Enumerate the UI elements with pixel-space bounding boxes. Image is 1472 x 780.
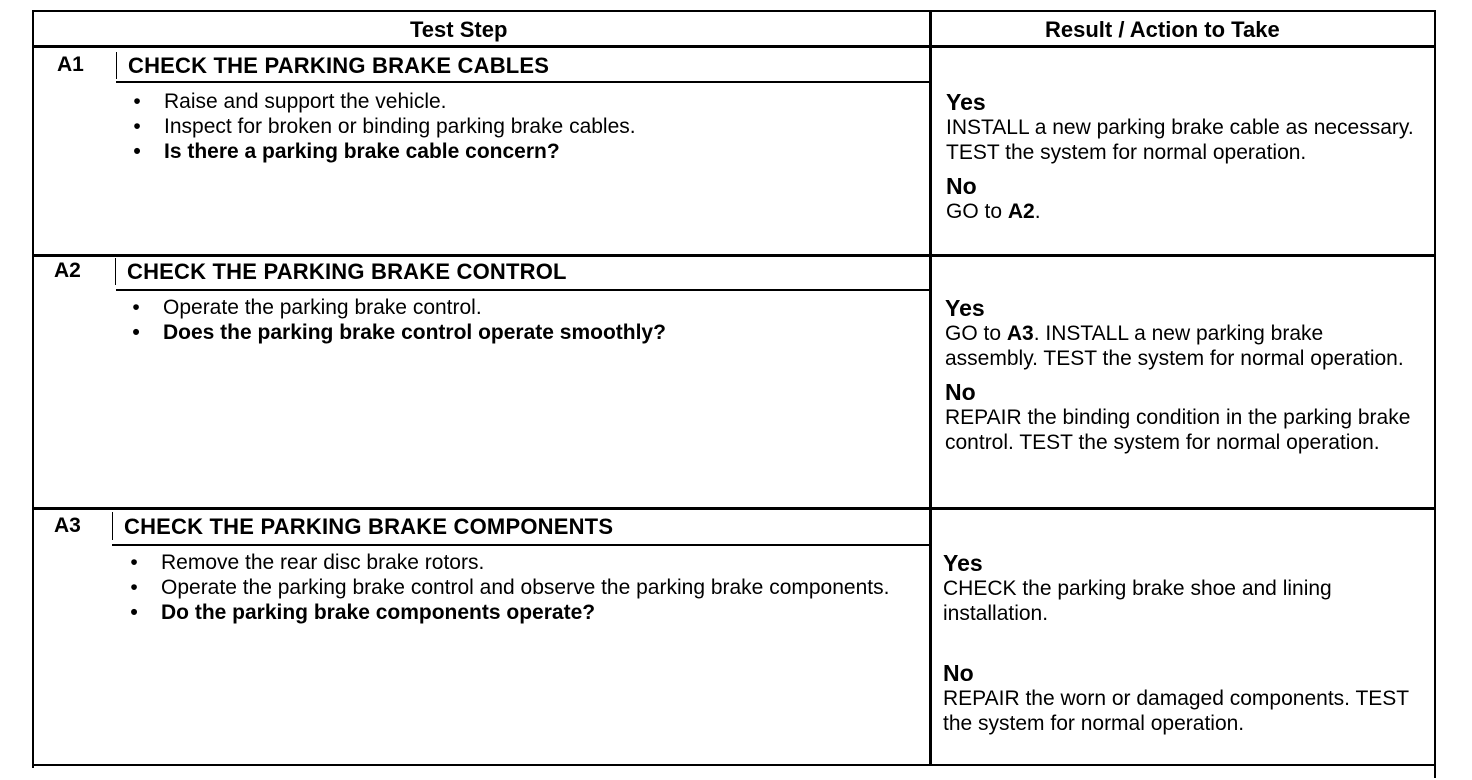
step-separator [32,254,1436,257]
list-item [126,320,916,345]
step-a2-title: CHECK THE PARKING BRAKE CONTROL [127,259,567,284]
no-label: No [945,379,976,405]
list-item [127,89,917,114]
step-a2-result [945,295,1420,463]
bullet-icon: • [132,296,140,319]
list-item [124,575,914,600]
step-a1-bullets [127,89,917,164]
bullet-text: Remove the rear disc brake rotors. [161,551,485,574]
no-label: No [943,660,974,686]
bullet-text: Inspect for broken or binding parking brake cables. [164,115,636,138]
step-a2-id: A2 [54,259,81,282]
step-a3-id: A3 [54,514,81,537]
step-a2-id-divider [115,258,116,285]
bullet-question: Is there a parking brake cable concern? [164,140,560,163]
step-a1-title: CHECK THE PARKING BRAKE CABLES [128,53,550,78]
step-a1-result [946,89,1416,232]
step-a3-result [943,550,1423,744]
step-reference: A3 [1006,322,1034,345]
list-item [124,550,914,575]
no-action: REPAIR the binding condition in the parking brake control. TEST the system for normal operation. [945,406,1411,454]
step-reference: A2 [1007,200,1035,223]
yes-action: GO to A3. INSTALL a new parking brake assembly. TEST the system for normal operation. [945,322,1404,370]
step-a3-title-rule [112,544,929,546]
bullet-text: Operate the parking brake control and observe the parking brake components. [161,576,890,599]
yes-action: CHECK the parking brake shoe and lining installation. [943,577,1332,625]
step-a3-bullets [124,550,914,625]
bullet-icon: • [133,140,141,163]
step-a2-bullets [126,295,916,345]
no-action: REPAIR the worn or damaged components. TEST the system for normal operation. [943,687,1409,735]
bullet-icon: • [133,90,141,113]
bullet-text: Operate the parking brake control. [163,296,482,319]
yes-label: Yes [943,550,983,576]
list-item [124,600,914,625]
column-divider [929,10,932,766]
header-result-action: Result / Action to Take [1045,17,1280,42]
frame-left [32,10,34,768]
frame-right [1434,10,1436,778]
list-item [127,139,917,164]
yes-label: Yes [946,89,986,115]
step-a1-id-divider [116,52,117,79]
yes-action: INSTALL a new parking brake cable as necessary. TEST the system for normal operation. [946,116,1414,164]
frame-top [32,10,1436,12]
list-item [127,114,917,139]
step-separator [32,507,1436,510]
step-a3-id-divider [112,512,113,540]
step-a1-id: A1 [57,53,84,76]
list-item [126,295,916,320]
bullet-question: Do the parking brake components operate? [161,601,596,624]
step-a1-title-rule [116,81,929,83]
yes-label: Yes [945,295,985,321]
bullet-text: Raise and support the vehicle. [164,90,447,113]
step-a3-title: CHECK THE PARKING BRAKE COMPONENTS [124,514,614,539]
header-test-step: Test Step [410,17,508,42]
bullet-icon: • [133,115,141,138]
bullet-icon: • [132,321,140,344]
step-a2-title-rule [116,289,929,291]
bullet-icon: • [130,576,138,599]
no-action: GO to A2. [946,200,1041,223]
header-rule [32,45,1436,48]
bullet-icon: • [130,551,138,574]
bullet-question: Does the parking brake control operate smoothly? [163,321,666,344]
bullet-icon: • [130,601,138,624]
frame-bottom [32,764,1436,766]
no-label: No [946,173,977,199]
